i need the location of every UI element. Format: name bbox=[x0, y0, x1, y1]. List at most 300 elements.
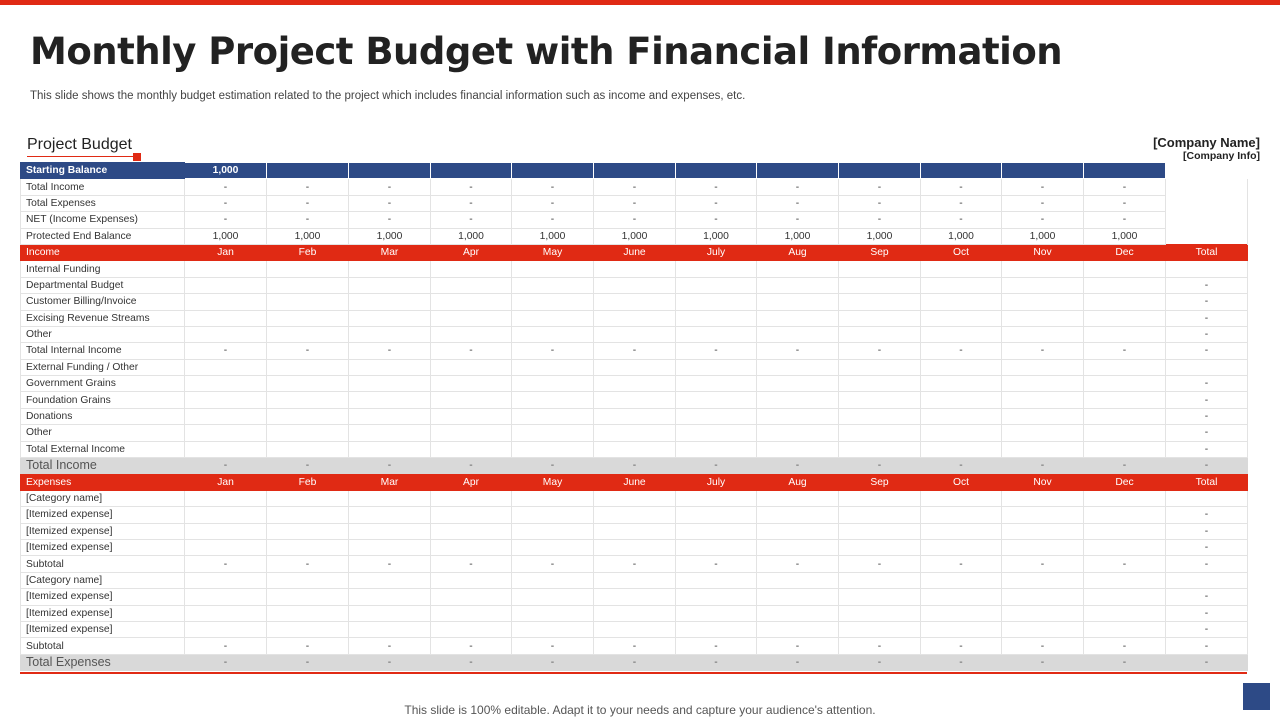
income-row-label: Donations bbox=[21, 408, 185, 424]
value-cell bbox=[512, 605, 594, 621]
value-cell bbox=[921, 507, 1002, 523]
value-cell bbox=[839, 294, 921, 310]
income-row bbox=[21, 441, 1248, 457]
total-value-cell: - bbox=[512, 458, 594, 474]
value-cell bbox=[1084, 523, 1166, 539]
summary-cell: - bbox=[185, 179, 267, 195]
summary-cell: - bbox=[267, 212, 349, 228]
value-cell bbox=[839, 621, 921, 637]
value-cell bbox=[512, 277, 594, 293]
summary-row-label: Total Income bbox=[21, 179, 185, 195]
summary-cell: - bbox=[1002, 179, 1084, 195]
value-cell bbox=[921, 539, 1002, 555]
value-cell: - bbox=[185, 556, 267, 572]
income-row-label: Other bbox=[21, 425, 185, 441]
expenses-row-label: Subtotal bbox=[21, 556, 185, 572]
starting-balance-cell bbox=[757, 163, 839, 179]
value-cell bbox=[267, 326, 349, 342]
row-total-cell bbox=[1166, 359, 1248, 375]
value-cell bbox=[431, 261, 512, 277]
value-cell bbox=[676, 507, 757, 523]
expenses-row-label: [Itemized expense] bbox=[21, 589, 185, 605]
value-cell bbox=[1084, 441, 1166, 457]
row-total-cell: - bbox=[1166, 343, 1248, 359]
value-cell bbox=[1002, 523, 1084, 539]
value-cell bbox=[921, 408, 1002, 424]
value-cell bbox=[839, 507, 921, 523]
value-cell bbox=[676, 326, 757, 342]
value-cell bbox=[267, 277, 349, 293]
value-cell bbox=[676, 277, 757, 293]
value-cell bbox=[512, 589, 594, 605]
income-row-label: Total External Income bbox=[21, 441, 185, 457]
starting-balance-cell bbox=[512, 163, 594, 179]
section-title: Project Budget bbox=[27, 136, 132, 153]
value-cell bbox=[349, 441, 431, 457]
value-cell: - bbox=[185, 638, 267, 654]
value-cell bbox=[1002, 589, 1084, 605]
value-cell: - bbox=[1084, 556, 1166, 572]
value-cell bbox=[594, 277, 676, 293]
value-cell bbox=[839, 277, 921, 293]
value-cell bbox=[512, 359, 594, 375]
value-cell bbox=[1084, 359, 1166, 375]
value-cell bbox=[676, 523, 757, 539]
summary-row bbox=[21, 212, 1248, 228]
value-cell bbox=[512, 294, 594, 310]
month-header: June bbox=[594, 474, 676, 490]
value-cell bbox=[431, 408, 512, 424]
month-header: Sep bbox=[839, 474, 921, 490]
value-cell bbox=[757, 507, 839, 523]
month-header: Dec bbox=[1084, 474, 1166, 490]
summary-cell: - bbox=[185, 212, 267, 228]
starting-balance-cell bbox=[839, 163, 921, 179]
summary-cell: - bbox=[839, 195, 921, 211]
value-cell bbox=[1084, 589, 1166, 605]
total-value-cell: - bbox=[757, 458, 839, 474]
income-row bbox=[21, 343, 1248, 359]
total-value-cell: - bbox=[676, 458, 757, 474]
value-cell bbox=[1084, 408, 1166, 424]
summary-cell: - bbox=[349, 195, 431, 211]
section-title-underline bbox=[27, 156, 137, 157]
value-cell: - bbox=[512, 343, 594, 359]
value-cell: - bbox=[1002, 556, 1084, 572]
value-cell: - bbox=[1002, 343, 1084, 359]
summary-cell: - bbox=[757, 212, 839, 228]
value-cell bbox=[185, 277, 267, 293]
starting-balance-cell bbox=[1084, 163, 1166, 179]
value-cell bbox=[921, 277, 1002, 293]
grand-total-cell: - bbox=[1166, 654, 1248, 670]
value-cell bbox=[349, 310, 431, 326]
value-cell: - bbox=[349, 343, 431, 359]
value-cell bbox=[349, 572, 431, 588]
row-total-cell: - bbox=[1166, 621, 1248, 637]
value-cell bbox=[512, 392, 594, 408]
value-cell bbox=[267, 523, 349, 539]
summary-row-label: Protected End Balance bbox=[21, 228, 185, 244]
value-cell bbox=[431, 507, 512, 523]
value-cell bbox=[839, 408, 921, 424]
value-cell bbox=[921, 359, 1002, 375]
total-value-cell: - bbox=[921, 654, 1002, 670]
month-header: May bbox=[512, 244, 594, 260]
total-value-cell: - bbox=[1084, 458, 1166, 474]
blank-cell bbox=[1166, 212, 1248, 228]
row-total-cell: - bbox=[1166, 556, 1248, 572]
month-header: Oct bbox=[921, 244, 1002, 260]
value-cell bbox=[185, 294, 267, 310]
value-cell bbox=[1002, 441, 1084, 457]
value-cell: - bbox=[921, 638, 1002, 654]
month-header: Dec bbox=[1084, 244, 1166, 260]
starting-balance-row bbox=[21, 163, 1248, 179]
summary-cell: - bbox=[431, 212, 512, 228]
value-cell bbox=[1084, 261, 1166, 277]
total-value-cell: - bbox=[512, 654, 594, 670]
value-cell bbox=[267, 425, 349, 441]
value-cell bbox=[349, 326, 431, 342]
value-cell bbox=[349, 376, 431, 392]
income-row-label: Customer Billing/Invoice bbox=[21, 294, 185, 310]
total-value-cell: - bbox=[1002, 458, 1084, 474]
row-total-cell: - bbox=[1166, 507, 1248, 523]
starting-balance-cell bbox=[1002, 163, 1084, 179]
summary-row-label: Total Expenses bbox=[21, 195, 185, 211]
total-value-cell: - bbox=[1084, 654, 1166, 670]
value-cell bbox=[921, 326, 1002, 342]
summary-cell: 1,000 bbox=[1084, 228, 1166, 244]
value-cell bbox=[676, 425, 757, 441]
value-cell bbox=[839, 539, 921, 555]
value-cell bbox=[1084, 490, 1166, 506]
row-total-cell: - bbox=[1166, 310, 1248, 326]
expenses-row bbox=[21, 589, 1248, 605]
row-total-cell: - bbox=[1166, 605, 1248, 621]
value-cell bbox=[349, 277, 431, 293]
value-cell bbox=[839, 310, 921, 326]
summary-cell: - bbox=[676, 179, 757, 195]
value-cell bbox=[431, 539, 512, 555]
value-cell bbox=[594, 605, 676, 621]
summary-cell: - bbox=[594, 195, 676, 211]
value-cell: - bbox=[267, 343, 349, 359]
summary-cell: - bbox=[921, 179, 1002, 195]
summary-cell: - bbox=[1084, 179, 1166, 195]
value-cell bbox=[921, 572, 1002, 588]
top-accent-bar bbox=[0, 0, 1280, 5]
value-cell bbox=[1002, 277, 1084, 293]
month-header: July bbox=[676, 244, 757, 260]
value-cell bbox=[185, 507, 267, 523]
value-cell bbox=[431, 621, 512, 637]
value-cell bbox=[839, 589, 921, 605]
value-cell bbox=[1084, 572, 1166, 588]
value-cell bbox=[676, 294, 757, 310]
value-cell bbox=[757, 572, 839, 588]
value-cell bbox=[1002, 261, 1084, 277]
value-cell bbox=[757, 376, 839, 392]
summary-cell: - bbox=[512, 179, 594, 195]
income-row-label: Excising Revenue Streams bbox=[21, 310, 185, 326]
value-cell: - bbox=[431, 343, 512, 359]
value-cell bbox=[676, 261, 757, 277]
total-value-cell: - bbox=[921, 458, 1002, 474]
value-cell bbox=[1084, 392, 1166, 408]
summary-cell: 1,000 bbox=[1002, 228, 1084, 244]
value-cell bbox=[349, 539, 431, 555]
value-cell bbox=[512, 261, 594, 277]
value-cell bbox=[757, 310, 839, 326]
value-cell bbox=[757, 621, 839, 637]
value-cell bbox=[431, 310, 512, 326]
row-total-cell: - bbox=[1166, 376, 1248, 392]
value-cell bbox=[1084, 539, 1166, 555]
value-cell bbox=[839, 359, 921, 375]
value-cell bbox=[757, 539, 839, 555]
value-cell bbox=[431, 589, 512, 605]
value-cell bbox=[267, 539, 349, 555]
value-cell bbox=[349, 507, 431, 523]
value-cell bbox=[594, 490, 676, 506]
value-cell bbox=[921, 441, 1002, 457]
row-total-cell bbox=[1166, 261, 1248, 277]
value-cell bbox=[349, 605, 431, 621]
summary-cell: - bbox=[757, 179, 839, 195]
summary-cell: 1,000 bbox=[594, 228, 676, 244]
summary-cell: 1,000 bbox=[185, 228, 267, 244]
value-cell bbox=[185, 441, 267, 457]
value-cell bbox=[512, 572, 594, 588]
income-row bbox=[21, 261, 1248, 277]
month-header: Mar bbox=[349, 474, 431, 490]
value-cell bbox=[185, 589, 267, 605]
summary-cell: - bbox=[676, 195, 757, 211]
value-cell bbox=[185, 261, 267, 277]
value-cell bbox=[267, 605, 349, 621]
month-header: Oct bbox=[921, 474, 1002, 490]
budget-table-body bbox=[21, 163, 1248, 671]
value-cell: - bbox=[921, 556, 1002, 572]
value-cell: - bbox=[431, 638, 512, 654]
value-cell: - bbox=[594, 638, 676, 654]
summary-cell: - bbox=[349, 179, 431, 195]
value-cell bbox=[839, 376, 921, 392]
value-cell bbox=[594, 261, 676, 277]
summary-cell: - bbox=[1084, 195, 1166, 211]
blank-cell bbox=[1166, 228, 1248, 244]
month-header: Jan bbox=[185, 244, 267, 260]
row-total-cell: - bbox=[1166, 392, 1248, 408]
value-cell bbox=[512, 490, 594, 506]
summary-cell: 1,000 bbox=[839, 228, 921, 244]
value-cell: - bbox=[676, 638, 757, 654]
income-row bbox=[21, 376, 1248, 392]
summary-row bbox=[21, 228, 1248, 244]
expenses-row bbox=[21, 490, 1248, 506]
value-cell bbox=[1002, 507, 1084, 523]
value-cell bbox=[594, 376, 676, 392]
total-value-cell: - bbox=[839, 458, 921, 474]
starting-balance-cell bbox=[431, 163, 512, 179]
value-cell bbox=[267, 359, 349, 375]
value-cell bbox=[676, 572, 757, 588]
expenses-row bbox=[21, 572, 1248, 588]
value-cell bbox=[921, 605, 1002, 621]
month-header: Nov bbox=[1002, 244, 1084, 260]
value-cell bbox=[839, 392, 921, 408]
value-cell bbox=[1002, 425, 1084, 441]
income-row bbox=[21, 408, 1248, 424]
summary-cell: - bbox=[267, 179, 349, 195]
row-total-cell: - bbox=[1166, 523, 1248, 539]
summary-cell: - bbox=[1002, 212, 1084, 228]
value-cell bbox=[1002, 490, 1084, 506]
summary-cell: 1,000 bbox=[757, 228, 839, 244]
value-cell bbox=[349, 294, 431, 310]
row-total-cell: - bbox=[1166, 277, 1248, 293]
value-cell bbox=[839, 605, 921, 621]
income-header-label: Income bbox=[21, 244, 185, 260]
value-cell bbox=[594, 621, 676, 637]
summary-cell: - bbox=[1002, 195, 1084, 211]
total-value-cell: - bbox=[594, 458, 676, 474]
value-cell bbox=[839, 425, 921, 441]
summary-cell: - bbox=[1084, 212, 1166, 228]
value-cell bbox=[594, 539, 676, 555]
grand-total-cell: - bbox=[1166, 458, 1248, 474]
value-cell bbox=[267, 261, 349, 277]
value-cell: - bbox=[839, 343, 921, 359]
value-cell bbox=[757, 408, 839, 424]
value-cell bbox=[921, 261, 1002, 277]
budget-table bbox=[20, 162, 1248, 671]
value-cell bbox=[676, 376, 757, 392]
starting-balance-cell bbox=[594, 163, 676, 179]
income-row-label: Total Internal Income bbox=[21, 343, 185, 359]
value-cell: - bbox=[185, 343, 267, 359]
value-cell bbox=[185, 392, 267, 408]
value-cell: - bbox=[757, 638, 839, 654]
expenses-row bbox=[21, 507, 1248, 523]
summary-cell: 1,000 bbox=[512, 228, 594, 244]
total-value-cell: - bbox=[349, 654, 431, 670]
value-cell bbox=[839, 490, 921, 506]
value-cell bbox=[185, 572, 267, 588]
total-value-cell: - bbox=[431, 458, 512, 474]
value-cell bbox=[757, 425, 839, 441]
summary-row bbox=[21, 179, 1248, 195]
value-cell: - bbox=[431, 556, 512, 572]
expenses-row bbox=[21, 621, 1248, 637]
value-cell: - bbox=[594, 343, 676, 359]
value-cell bbox=[594, 408, 676, 424]
row-total-cell: - bbox=[1166, 441, 1248, 457]
row-total-cell: - bbox=[1166, 294, 1248, 310]
total-header: Total bbox=[1166, 244, 1248, 260]
value-cell: - bbox=[839, 556, 921, 572]
value-cell bbox=[349, 589, 431, 605]
value-cell bbox=[267, 392, 349, 408]
value-cell bbox=[1084, 277, 1166, 293]
value-cell bbox=[512, 425, 594, 441]
month-header: Aug bbox=[757, 474, 839, 490]
value-cell bbox=[676, 408, 757, 424]
value-cell bbox=[431, 376, 512, 392]
value-cell bbox=[1002, 539, 1084, 555]
value-cell bbox=[1002, 294, 1084, 310]
value-cell bbox=[512, 310, 594, 326]
value-cell bbox=[757, 277, 839, 293]
summary-cell: 1,000 bbox=[349, 228, 431, 244]
summary-cell: - bbox=[594, 212, 676, 228]
value-cell bbox=[594, 359, 676, 375]
value-cell bbox=[512, 523, 594, 539]
starting-balance-cell bbox=[921, 163, 1002, 179]
income-row bbox=[21, 310, 1248, 326]
value-cell bbox=[1084, 621, 1166, 637]
value-cell bbox=[676, 539, 757, 555]
value-cell bbox=[1084, 310, 1166, 326]
value-cell bbox=[594, 441, 676, 457]
value-cell bbox=[431, 277, 512, 293]
summary-cell: - bbox=[512, 195, 594, 211]
value-cell bbox=[349, 408, 431, 424]
income-row bbox=[21, 294, 1248, 310]
value-cell bbox=[512, 507, 594, 523]
value-cell bbox=[267, 507, 349, 523]
value-cell bbox=[921, 621, 1002, 637]
value-cell bbox=[676, 490, 757, 506]
value-cell bbox=[267, 589, 349, 605]
summary-cell: - bbox=[839, 212, 921, 228]
value-cell bbox=[839, 523, 921, 539]
summary-cell: - bbox=[267, 195, 349, 211]
summary-cell: 1,000 bbox=[921, 228, 1002, 244]
blank-cell bbox=[1166, 163, 1248, 179]
value-cell bbox=[431, 359, 512, 375]
row-total-cell: - bbox=[1166, 408, 1248, 424]
value-cell bbox=[267, 621, 349, 637]
value-cell bbox=[185, 326, 267, 342]
value-cell bbox=[676, 359, 757, 375]
value-cell bbox=[431, 572, 512, 588]
value-cell bbox=[921, 490, 1002, 506]
value-cell bbox=[185, 408, 267, 424]
month-header: Feb bbox=[267, 244, 349, 260]
expenses-total-row bbox=[21, 654, 1248, 670]
income-total-label: Total Income bbox=[21, 458, 185, 474]
value-cell bbox=[185, 425, 267, 441]
value-cell bbox=[431, 490, 512, 506]
value-cell bbox=[594, 326, 676, 342]
value-cell bbox=[1002, 605, 1084, 621]
value-cell bbox=[1084, 425, 1166, 441]
expenses-row-label: [Itemized expense] bbox=[21, 539, 185, 555]
value-cell bbox=[431, 425, 512, 441]
expenses-row-label: [Category name] bbox=[21, 572, 185, 588]
value-cell bbox=[921, 589, 1002, 605]
summary-cell: - bbox=[921, 195, 1002, 211]
summary-cell: - bbox=[676, 212, 757, 228]
value-cell bbox=[1002, 408, 1084, 424]
value-cell bbox=[431, 441, 512, 457]
value-cell bbox=[431, 605, 512, 621]
value-cell bbox=[1002, 621, 1084, 637]
row-total-cell: - bbox=[1166, 638, 1248, 654]
